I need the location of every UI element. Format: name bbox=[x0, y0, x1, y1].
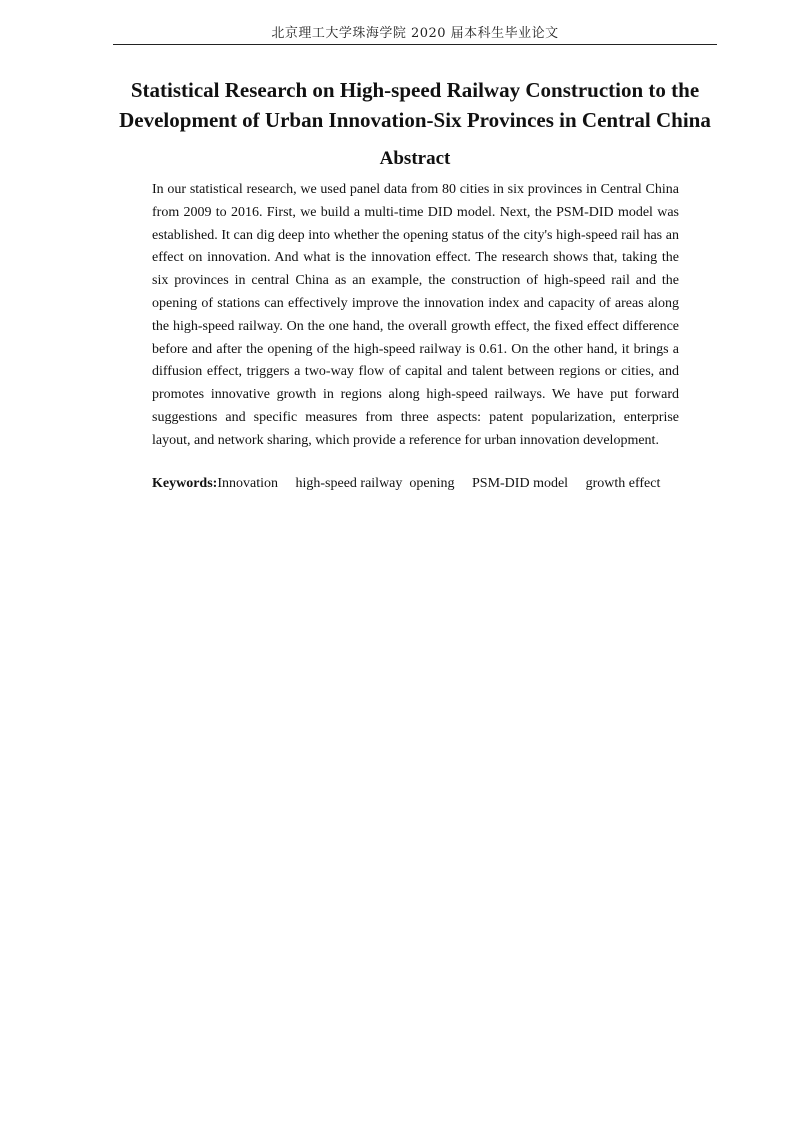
abstract-body: In our statistical research, we used panel data from 80 cities in six provinces in Central China from 2009 to 2016. First, we build a multi-time DID model. Next, the PSM-DID model was established. It can dig deep into whether the opening status of the city's high-speed rail has an effect on innovation. And what is the innovation effect. The research shows that, taking the six provinces in central China as an example, the construction of high-speed rail and the opening of stations can effectively improve the innovation index and capacity of areas along the high-speed railway. On the one hand, the overall growth effect, the fixed effect difference before and after the opening of the high-speed railway is 0.61. On the other hand, it brings a diffusion effect, triggers a two-way flow of capital and talent between regions or cities, and promotes innovative growth in regions along high-speed railways. We have put forward suggestions and specific measures from three aspects: patent popularization, enterprise layout, and network sharing, which provide a reference for urban innovation development. bbox=[152, 182, 679, 448]
paper-title-line-1: Statistical Research on High-speed Railway Construction to the bbox=[130, 78, 700, 102]
keyword-item: growth effect bbox=[585, 476, 661, 491]
keyword-item: PSM-DID model bbox=[472, 476, 569, 491]
paper-title bbox=[100, 75, 730, 135]
running-header: 北京理工大学珠海学院 2020 届本科生毕业论文 bbox=[271, 26, 559, 41]
keyword-item: Innovation bbox=[217, 476, 278, 491]
paper-title-line-2: Development of Urban Innovation-Six Provinces in Central China bbox=[119, 108, 711, 132]
header-divider bbox=[113, 44, 717, 45]
keywords-label: Keywords: bbox=[152, 476, 218, 491]
abstract-heading: Abstract bbox=[379, 148, 451, 169]
keyword-item: high-speed railway opening bbox=[295, 476, 455, 491]
keywords-line bbox=[152, 473, 692, 495]
